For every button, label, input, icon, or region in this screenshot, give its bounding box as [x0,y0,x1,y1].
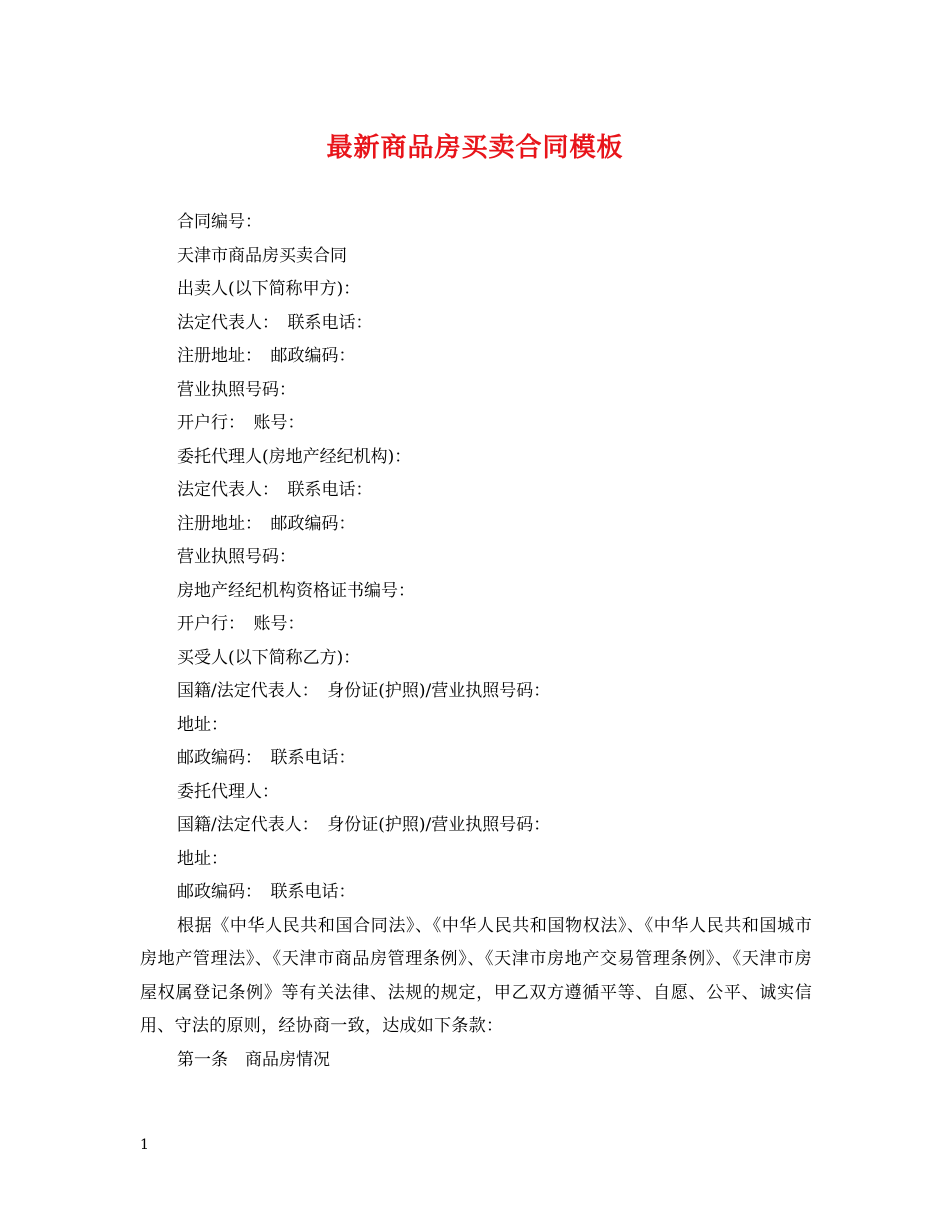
agent-address-line: 注册地址： 邮政编码： [177,513,356,534]
page-number: 1 [140,1137,149,1153]
seller-license-line: 营业执照号码： [177,379,296,400]
document-title: 最新商品房买卖合同模板 [326,133,624,163]
agent-legal-rep-line: 法定代表人： 联系电话： [177,480,373,500]
contract-number-line: 合同编号： [177,212,262,232]
legal-basis-paragraph: 根据《中华人民共和国合同法》、《中华人民共和国物权法》、《中华人民共和国城市房地产管理法》、《天津市商品房管理条例》、《天津市房地产交易管理条例》、《天津市房屋权属登记条例》等有关法律、法规的规定，甲乙双方遵循平等、自愿、公平、诚实信用、守法的原则，经协商一致，达成如下条款： [140,915,812,1036]
buyer-agent-address-line: 地址： [177,848,228,869]
buyer-agent-id-line: 国籍/法定代表人： 身份证(护照)/营业执照号码： [177,815,551,835]
section-heading: 第一条 商品房情况 [177,1049,330,1070]
seller-legal-rep-line: 法定代表人： 联系电话： [177,312,373,333]
buyer-id-line: 国籍/法定代表人： 身份证(护照)/营业执照号码： [177,681,551,701]
buyer-agent-postal-line: 邮政编码： 联系电话： [177,882,356,902]
seller-address-line: 注册地址： 邮政编码： [177,346,356,366]
agent-bank-line: 开户行： 账号： [177,614,305,634]
buyer-agent-line: 委托代理人： [177,781,279,802]
document-body [140,206,812,1077]
agent-line: 委托代理人(房地产经纪机构)： [177,446,412,467]
seller-line: 出卖人(以下简称甲方)： [177,279,361,299]
buyer-address-line: 地址： [177,714,228,735]
contract-name-line: 天津市商品房买卖合同 [177,245,347,266]
buyer-postal-line: 邮政编码： 联系电话： [177,748,356,768]
seller-bank-line: 开户行： 账号： [177,413,305,433]
buyer-line: 买受人(以下简称乙方)： [177,647,361,668]
agent-license-line: 营业执照号码： [177,547,296,567]
agent-cert-line: 房地产经纪机构资格证书编号： [177,580,415,601]
